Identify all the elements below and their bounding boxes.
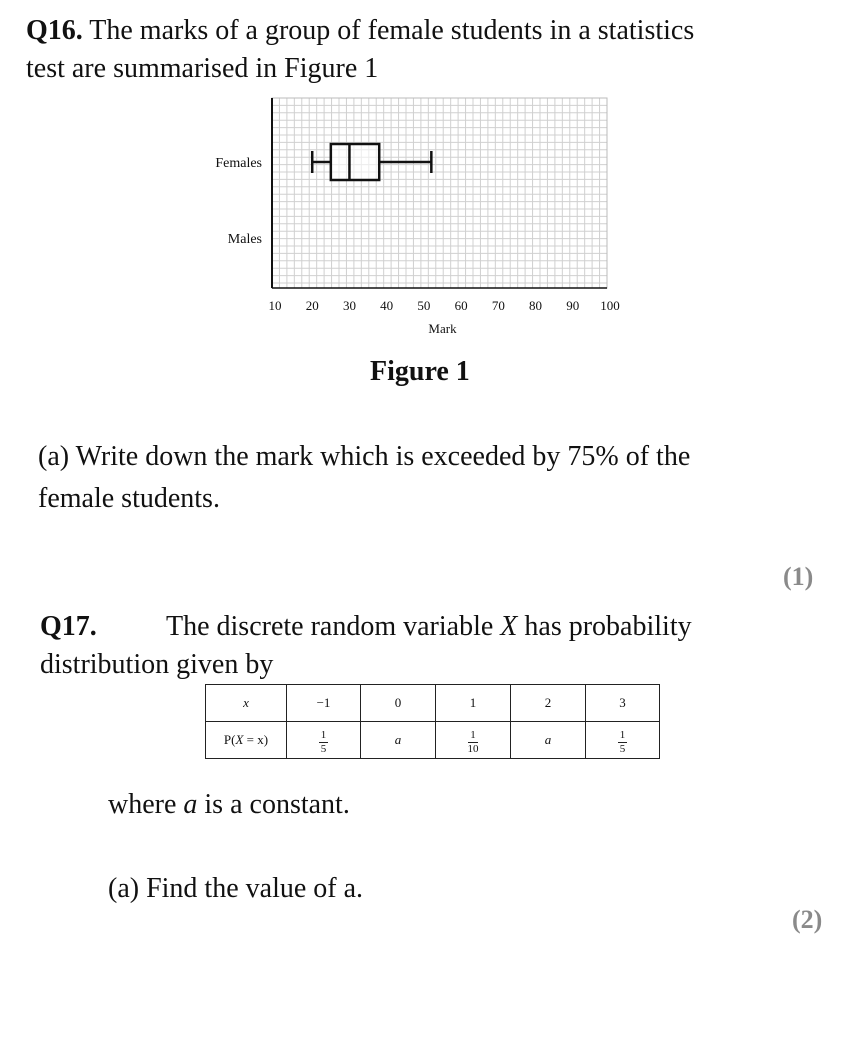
table-cell-prob — [511, 722, 586, 759]
x-tick-label: 80 — [529, 298, 543, 313]
q16-number: Q16. — [26, 15, 83, 46]
q17-part-a: (a) Find the value of a. — [108, 873, 364, 904]
table-cell-x: 1 — [436, 685, 511, 722]
q17-number: Q17. — [40, 611, 97, 642]
q16-part-a-marks: (1) — [783, 562, 814, 591]
fraction-denominator: 5 — [619, 742, 626, 755]
fraction-denominator: 10 — [467, 742, 479, 755]
where-suffix: is a constant. — [197, 789, 350, 820]
fraction — [319, 730, 329, 755]
table-cell-x: 0 — [361, 685, 436, 722]
table-row-probability — [206, 722, 660, 759]
fraction — [468, 730, 479, 755]
prob-label-prefix: P( — [223, 732, 236, 747]
q17-where-line — [108, 788, 350, 822]
table-cell-prob — [287, 722, 361, 759]
constant-a: a — [394, 732, 402, 747]
fraction-denominator: 5 — [320, 742, 327, 755]
table-header-x — [206, 685, 287, 722]
table-cell-prob — [361, 722, 436, 759]
x-tick-label: 60 — [454, 298, 468, 313]
table-cell-x: 2 — [511, 685, 586, 722]
probability-table — [205, 684, 660, 759]
fraction — [618, 730, 628, 755]
x-tick-label: 10 — [268, 298, 282, 313]
table-cell-x: 3 — [586, 685, 660, 722]
q17-question-line1 — [40, 610, 692, 644]
q16-part-a-line1: (a) Write down the mark which is exceeded by 75% of the — [38, 441, 691, 472]
q17-part-a-marks: (2) — [792, 905, 823, 934]
table-cell-x: −1 — [287, 685, 361, 722]
x-tick-label: 20 — [305, 298, 319, 313]
fraction-numerator: 1 — [320, 728, 327, 741]
q16-question-line1 — [26, 14, 694, 48]
x-tick-label: 50 — [417, 298, 431, 313]
box-iqr — [331, 144, 379, 180]
fraction-numerator: 1 — [619, 728, 626, 741]
category-label: Females — [215, 156, 262, 171]
x-tick-label: 30 — [342, 298, 356, 313]
q17-text-line1: The discrete random variable — [166, 611, 501, 642]
constant-a: a — [544, 732, 552, 747]
x-tick-label: 100 — [600, 298, 620, 313]
x-axis-label: Mark — [428, 321, 457, 336]
q17-variable-x: X — [500, 611, 518, 642]
fraction-numerator: 1 — [470, 728, 476, 741]
category-label: Males — [227, 232, 262, 247]
q16-text-line2: test are summarised in Figure 1 — [26, 53, 379, 84]
prob-label-var: X — [235, 732, 244, 747]
figure-caption: Figure 1 — [370, 356, 470, 387]
where-prefix: where — [108, 789, 184, 820]
q16-text-line1: The marks of a group of female students in a statistics — [82, 15, 695, 46]
plot-frame — [272, 98, 607, 288]
table-header-probability — [206, 722, 287, 759]
q17-text-line1b: has probability — [517, 611, 692, 642]
q16-part-a-line2: female students. — [38, 483, 220, 514]
where-var: a — [183, 789, 198, 820]
x-tick-label: 70 — [491, 298, 505, 313]
x-tick-label: 40 — [380, 298, 394, 313]
table-row-x — [206, 685, 660, 722]
q17-text-line2: distribution given by — [40, 649, 274, 680]
prob-label-suffix: = x) — [243, 732, 269, 747]
table-header-x-label: x — [243, 695, 249, 710]
box-plot-chart — [195, 92, 625, 342]
table-cell-prob — [436, 722, 511, 759]
table-cell-prob — [586, 722, 660, 759]
x-tick-label: 90 — [566, 298, 580, 313]
